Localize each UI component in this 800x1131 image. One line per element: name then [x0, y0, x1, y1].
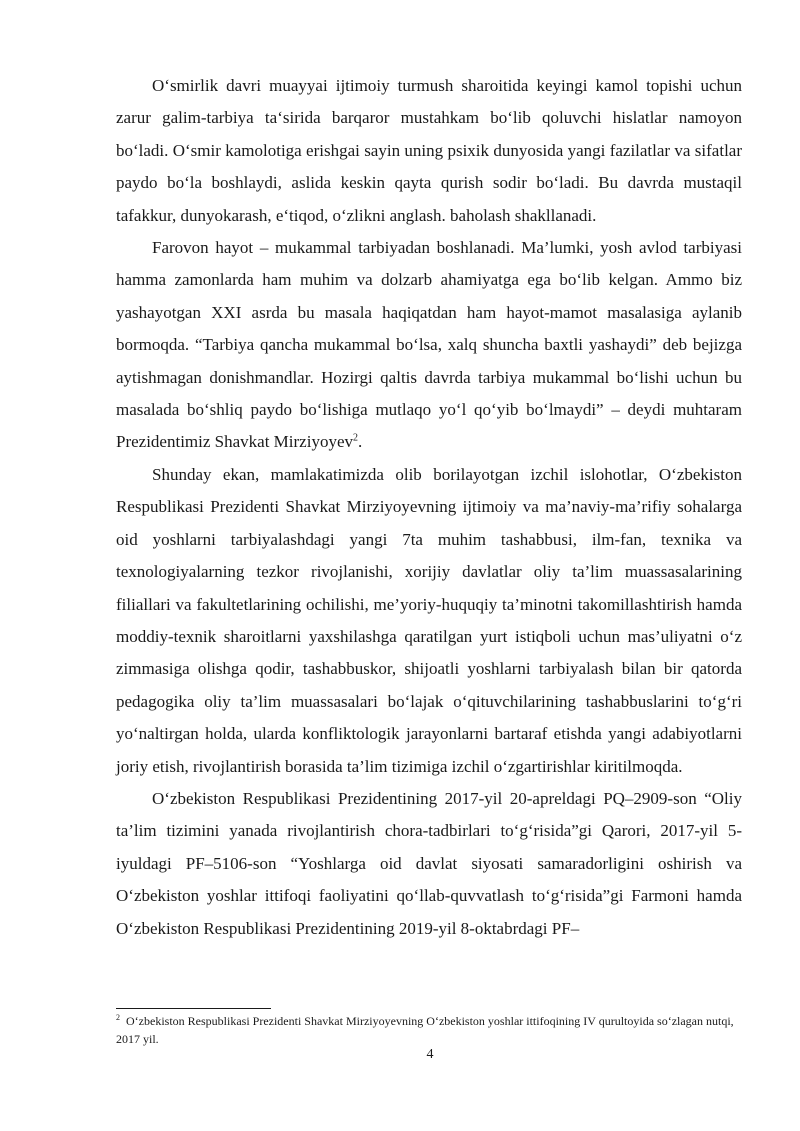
paragraph-2-end: .	[358, 432, 363, 452]
paragraph-3-text: Shunday ekan, mamlakatimizda olib borilayotgan izchil islohotlar, O‘zbekiston Respublikasi Prezidenti Shavkat Mirziyoyevning ijtimoiy va ma’naviy-ma’rifiy sohalarga oid yoshlarni tarbiyalashdagi yangi 7ta muhim tashabbusi, ilm-fan, texnika va texnologiyalarning tezkor rivojlanishi, xorijiy davlatlar oliy ta’lim muassasalarining filiallari va fakultetlarining ochilishi, me’yoriy-huquqiy ta’minotni takomillashtirish hamda moddiy-texnik sharoitlarni yaxshilashga qaratilgan yurt istiqboli uchun mas’uliyatni o‘z zimmasiga olishga qodir, tashabbuskor, shijoatli yoshlarni tarbiyalash bilan bir qatorda pedagogika oliy ta’lim muassasalari bo‘lajak o‘qituvchilarining tashabbuslarini to‘g‘ri yo‘naltirgan holda, ularda konfliktologik jarayonlarni bartaraf etishda yangi adabiyotlarni joriy etish, rivojlantirish borasida ta’lim tizimiga izchil o‘zgartirishlar kiritilmoqda.	[116, 464, 742, 776]
paragraph-1	[116, 70, 742, 232]
footnote	[116, 1012, 742, 1048]
paragraph-4	[116, 783, 742, 945]
footnote-number: 2	[116, 1013, 120, 1022]
paragraph-2-text: Farovon hayot – mukammal tarbiyadan boshlanadi. Ma’lumki, yosh avlod tarbiyasi hamma zamonlarda ham muhim va dolzarb ahamiyatga ega bo‘lib kelgan. Ammo biz yashayotgan XXI asrda bu masala haqiqatdan ham hayot-mamot masalasiga aylanib bormoqda. “Tarbiya qancha mukammal bo‘lsa, xalq shuncha baxtli yashaydi” deb bejizga aytishmagan donishmandlar. Hozirgi qaltis davrda tarbiya mukammal bo‘lishi uchun bu masalada bo‘shliq paydo bo‘lishiga mutlaqo yo‘l qo‘yib bo‘lmaydi” – deydi muhtaram Prezidentimiz Shavkat Mirziyoyev	[116, 238, 742, 452]
paragraph-4-text: O‘zbekiston Respublikasi Prezidentining 2017-yil 20-apreldagi PQ–2909-son “Oliy ta’lim tizimini yanada rivojlantirish chora-tadbirlari to‘g‘risida”gi Qarori, 2017-yil 5-iyuldagi PF–5106-son “Yoshlarga oid davlat siyosati samaradorligini oshirish va O‘zbekiston yoshlar ittifoqi faoliyatini qo‘llab-quvvatlash to‘g‘risida”gi Farmoni hamda O‘zbekiston Respublikasi Prezidentining 2019-yil 8-oktabrdagi PF–	[116, 788, 742, 938]
paragraph-3	[116, 459, 742, 783]
paragraph-2	[116, 232, 742, 459]
body-text	[116, 70, 742, 945]
footnote-text: O‘zbekiston Respublikasi Prezidenti Shavkat Mirziyoyevning O‘zbekiston yoshlar ittifoqining IV qurultoyida so‘zlagan nutqi, 2017 yil.	[116, 1014, 734, 1046]
paragraph-1-text: O‘smirlik davri muayyai ijtimoiy turmush sharoitida keyingi kamol topishi uchun zarur galim-tarbiya ta‘sirida barqaror mustahkam bo‘lib qoluvchi hislatlar namoyon bo‘ladi. O‘smir kamolotiga erishgai sayin uning psixik dunyosida yangi fazilatlar va sifatlar paydo bo‘la boshlaydi, aslida keskin qayta qurish sodir bo‘ladi. Bu davrda mustaqil tafakkur, dunyokarash, e‘tiqod, o‘zlikni anglash. baholash shakllanadi.	[116, 76, 742, 225]
footnote-reference[interactable]: 2	[353, 432, 358, 444]
footnote-separator	[116, 1008, 271, 1009]
page-number: 4	[426, 1047, 434, 1062]
